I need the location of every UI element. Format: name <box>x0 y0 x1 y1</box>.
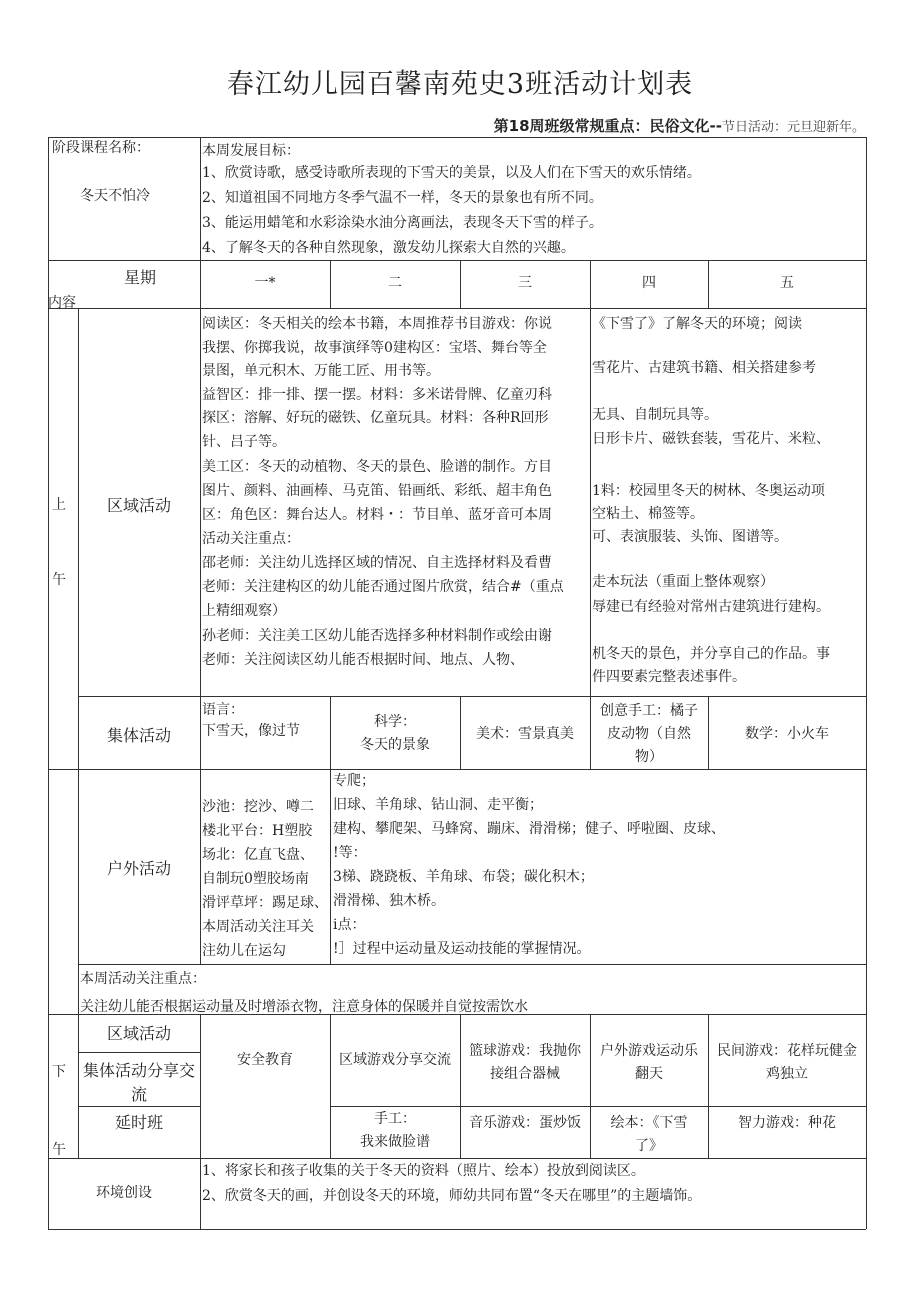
pm-area-label: 区域活动 <box>106 1024 171 1043</box>
outdoor-line: 本周活动关注耳关 <box>202 919 314 935</box>
goal-item: 1、欣赏诗歌，感受诗歌所表现的下雪天的美景，以及人们在下雪天的欢乐情绪。 <box>202 165 701 181</box>
outdoor-line: 滑滑梯、独木桥。 <box>333 893 445 909</box>
focus-text: 关注幼儿能否根据运动量及时增添衣物，注意身体的保暖并自觉按需饮水 <box>80 999 528 1014</box>
group-mon: 语言： <box>202 702 244 718</box>
pm-group-fri: 民间游戏：花样玩健金 <box>717 1043 857 1059</box>
weekday-label: 星期 <box>124 268 157 287</box>
extended-tue: 手工： <box>374 1111 416 1127</box>
outdoor-line: 专爬； <box>333 773 375 789</box>
outdoor-activity-label: 户外活动 <box>106 859 171 878</box>
environment-line: 1、将家长和孩子收集的关于冬天的资料（照片、绘本）投放到阅读区。 <box>202 1163 645 1179</box>
area-line: 机冬天的景色，并分享自己的作品。事 <box>592 646 830 662</box>
environment-line: 2、欣赏冬天的画，并创设冬天的环境，师幼共同布置“冬天在哪里”的主题墙饰。 <box>202 1188 702 1204</box>
group-wed: 美术：雪景真美 <box>476 726 574 742</box>
group-activity-label: 集体活动 <box>106 726 171 745</box>
weekly-focus: 第18周班级常规重点：民俗文化-- <box>493 117 722 135</box>
area-line: 老师：关注阅读区幼儿能否根据时间、地点、人物、 <box>202 652 524 668</box>
outdoor-line: 3梯、跷跷板、羊角球、布袋；碳化积木； <box>333 869 594 885</box>
outdoor-line: i点： <box>333 917 366 933</box>
group-tue: 冬天的景象 <box>360 737 430 753</box>
day-header: 二 <box>388 275 402 291</box>
area-line: 阅读区：冬天相关的绘本书籍，本周推荐书目游戏：你说 <box>202 316 552 332</box>
focus-label: 本周活动关注重点： <box>80 971 206 987</box>
area-line: 美工区：冬天的动植物、冬天的景色、脸谱的制作。方目 <box>202 459 552 475</box>
extended-tue: 我来做脸谱 <box>360 1134 430 1150</box>
area-line: 上精细观察） <box>202 603 286 619</box>
environment-label: 环境创设 <box>96 1185 152 1201</box>
extended-wed: 音乐游戏：蛋炒饭 <box>469 1115 581 1131</box>
outdoor-line: 沙池：挖沙、噂二 <box>202 799 314 815</box>
outdoor-line: 楼北平台：H塑胶 <box>202 823 313 839</box>
area-line: 件四要素完整表述事件。 <box>592 669 746 685</box>
day-header: 一* <box>254 275 276 291</box>
area-line: 景图，单元积木、万能工匠、用书等。 <box>202 363 440 379</box>
area-line: 我摆、你掷我说，故事演绎等0建构区：宝塔、舞台等全 <box>202 340 547 356</box>
area-line: 走本玩法（重面上整体观察） <box>592 574 774 590</box>
afternoon-label: 下 <box>52 1064 66 1080</box>
group-thu: 皮动物（自然 <box>607 726 691 742</box>
outdoor-line: 滑评草坪：踢足球、 <box>202 895 328 911</box>
pm-group-tue: 区域游戏分享交流 <box>339 1052 451 1068</box>
afternoon-label: 午 <box>52 1142 66 1158</box>
pm-group-label: 集体活动分享交 <box>82 1061 195 1080</box>
outdoor-line: 旧球、羊角球、钻山洞、走平衡； <box>333 797 543 813</box>
pm-group-thu: 户外游戏运动乐 <box>600 1043 698 1059</box>
area-line: 探区：溶解、好玩的磁铁、亿童玩具。材料：各种R回形 <box>202 410 549 426</box>
festival-activity: 节日活动：元旦迎新年。 <box>721 120 865 135</box>
day-header: 四 <box>642 275 656 291</box>
group-thu: 创意手工：橘子 <box>600 703 698 719</box>
group-thu: 物） <box>635 749 663 765</box>
subtitle <box>494 115 865 136</box>
area-line: 可、表演服装、头饰、图谱等。 <box>592 529 788 545</box>
goal-item: 2、知道祖国不同地方冬季气温不一样，冬天的景象也有所不同。 <box>202 190 603 206</box>
area-line: 活动关注重点： <box>202 531 300 547</box>
content-label: 内容 <box>48 295 76 308</box>
stage-name: 冬天不怕冷 <box>80 188 150 204</box>
day-header: 三 <box>518 275 532 291</box>
pm-group-mon: 安全教育 <box>237 1052 293 1068</box>
goals-label: 本周发展目标： <box>202 143 300 159</box>
outdoor-line: 场北：亿直飞盘、 <box>202 847 314 863</box>
morning-label: 上 <box>52 497 66 513</box>
area-line: 益智区：排一排、摆一摆。材料：多米诺骨牌、亿童刃科 <box>202 387 552 403</box>
extended-thu: 了》 <box>635 1138 663 1154</box>
outdoor-line: 自制玩0塑胶场南 <box>202 871 309 887</box>
group-fri: 数学：小火车 <box>745 726 829 742</box>
stage-label: 阶段课程名称： <box>52 140 150 156</box>
page-title: 春江幼儿园百馨南苑史3班活动计划表 <box>226 69 694 100</box>
area-line: 孙老师：关注美工区幼儿能否选择多种材料制作或绘由谢 <box>202 628 552 644</box>
goal-item: 4、了解冬天的各种自然现象，激发幼儿探索大自然的兴趣。 <box>202 240 575 256</box>
pm-group-wed: 篮球游戏：我抛你 <box>469 1043 581 1059</box>
area-line: 针、吕子等。 <box>202 434 286 450</box>
area-line: 老师：关注建构区的幼儿能否通过图片欣赏，结合#（重点 <box>202 579 564 595</box>
area-line: 日形卡片、磁铁套装，雪花片、米粒、 <box>592 431 830 447</box>
goal-item: 3、能运用蜡笔和水彩涂染水油分离画法，表现冬天下雪的样子。 <box>202 215 603 231</box>
extended-class-label: 延时班 <box>114 1113 163 1132</box>
extended-thu: 绘本：《下雪 <box>610 1115 688 1131</box>
area-line: 区：角色区：舞台达人。材料・：节目单、蓝牙音可本周 <box>202 507 552 523</box>
pm-group-thu: 翻天 <box>635 1066 663 1082</box>
area-line: 辱建已有经验对常州古建筑进行建构。 <box>592 599 830 615</box>
day-header: 五 <box>780 275 794 291</box>
pm-group-label: 流 <box>130 1085 147 1104</box>
area-line: 图片、颜料、油画棒、马克笛、铅画纸、彩纸、超丰角色 <box>202 483 552 499</box>
pm-group-wed: 接组合器械 <box>490 1066 560 1082</box>
area-line: 无具、自制玩具等。 <box>592 407 718 423</box>
extended-fri: 智力游戏：种花 <box>738 1115 836 1131</box>
area-line: 雪花片、古建筑书籍、相关搭建参考 <box>592 360 816 376</box>
area-line: 邵老师：关注幼儿选择区域的情况、自主选择材料及看曹 <box>202 555 552 571</box>
morning-label: 午 <box>52 572 66 588</box>
outdoor-line: !］过程中运动量及运动技能的掌握情况。 <box>333 941 591 957</box>
outdoor-line: 注幼儿在运勾 <box>202 943 286 959</box>
area-activity-label: 区域活动 <box>106 496 171 515</box>
group-mon: 下雪天，像过节 <box>202 723 300 739</box>
area-line: 1料：校园里冬天的树林、冬奥运动项 <box>592 483 825 499</box>
area-line: 空粘土、棉签等。 <box>592 506 704 522</box>
outdoor-line: !等： <box>333 845 367 861</box>
area-line: 《下雪了》了解冬天的环境；阅读 <box>592 316 802 332</box>
pm-group-fri: 鸡独立 <box>766 1066 808 1082</box>
group-tue: 科学： <box>374 714 416 730</box>
outdoor-line: 建构、攀爬架、马蜂窝、蹦床、滑滑梯；健子、呼啦圈、皮球、 <box>333 821 725 837</box>
